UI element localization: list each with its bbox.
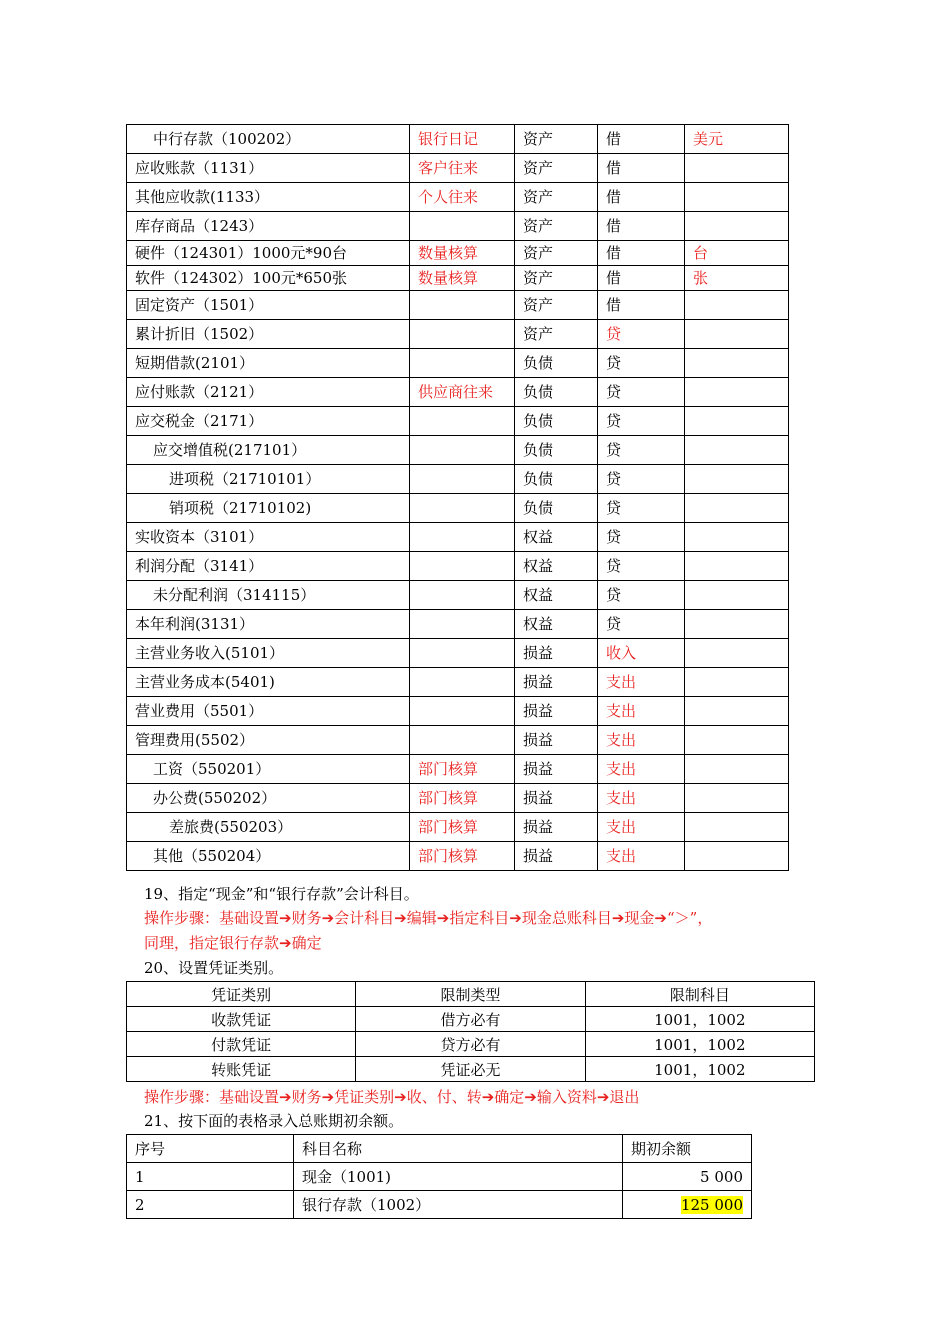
balance-direction-cell: 支出: [598, 668, 685, 697]
account-name-cell: 本年利润(3131）: [127, 610, 410, 639]
balance-direction-cell: 贷: [598, 465, 685, 494]
column-header: 序号: [127, 1135, 294, 1163]
table-row: [127, 610, 789, 639]
balance-direction-cell: 收入: [598, 639, 685, 668]
aux-accounting-cell: [410, 436, 515, 465]
account-name-cell: 应付账款（2121）: [127, 378, 410, 407]
step21-heading: 21、按下面的表格录入总账期初余额。: [144, 1112, 404, 1130]
balance-direction-cell: 借: [598, 212, 685, 241]
table-row: [127, 1163, 752, 1191]
account-type-cell: 损益: [515, 697, 598, 726]
account-name-cell: 库存商品（1243）: [127, 212, 410, 241]
account-type-cell: 损益: [515, 842, 598, 871]
balance-direction-cell: 贷: [598, 552, 685, 581]
balance-direction-cell: 借: [598, 125, 685, 154]
account-name-cell: 累计折旧（1502）: [127, 320, 410, 349]
account-type-cell: 资产: [515, 266, 598, 291]
account-type-cell: 损益: [515, 813, 598, 842]
unit-currency-cell: [685, 755, 789, 784]
account-type-cell: 资产: [515, 320, 598, 349]
balance-direction-cell: 支出: [598, 842, 685, 871]
table-row: [127, 465, 789, 494]
balance-direction-cell: 支出: [598, 726, 685, 755]
balance-direction-cell: 贷: [598, 581, 685, 610]
balance-direction-cell: 借: [598, 291, 685, 320]
account-type-cell: 损益: [515, 639, 598, 668]
balance-direction-cell: 借: [598, 183, 685, 212]
unit-currency-cell: [685, 523, 789, 552]
seq-cell: 2: [127, 1191, 294, 1219]
unit-currency-cell: [685, 552, 789, 581]
aux-accounting-cell: [410, 320, 515, 349]
account-type-cell: 损益: [515, 668, 598, 697]
account-name-cell: 硬件（124301）1000元*90台: [127, 241, 410, 266]
unit-currency-cell: [685, 494, 789, 523]
aux-accounting-cell: 银行日记: [410, 125, 515, 154]
table-header-row: [127, 1135, 752, 1163]
account-name-cell: 固定资产（1501）: [127, 291, 410, 320]
unit-currency-cell: 美元: [685, 125, 789, 154]
balance-value: 5 000: [700, 1167, 743, 1186]
table-row: [127, 726, 789, 755]
balance-direction-cell: 支出: [598, 755, 685, 784]
account-name-cell: 管理费用(5502）: [127, 726, 410, 755]
unit-currency-cell: [685, 465, 789, 494]
aux-accounting-cell: [410, 668, 515, 697]
column-header: 限制科目: [585, 982, 814, 1007]
account-type-cell: 负债: [515, 407, 598, 436]
restricted-accounts-cell: 1001，1002: [585, 1057, 814, 1082]
account-type-cell: 资产: [515, 291, 598, 320]
account-name-cell: 销项税（21710102): [127, 494, 410, 523]
unit-currency-cell: [685, 212, 789, 241]
account-name-cell: 未分配利润（314115）: [127, 581, 410, 610]
balance-direction-cell: 贷: [598, 349, 685, 378]
unit-currency-cell: [685, 436, 789, 465]
account-name-cell: 差旅费(550203）: [127, 813, 410, 842]
account-name-cell: 实收资本（3101）: [127, 523, 410, 552]
balance-direction-cell: 贷: [598, 494, 685, 523]
balance-direction-cell: 借: [598, 241, 685, 266]
account-name-cell: 主营业务成本(5401): [127, 668, 410, 697]
table-row: [127, 842, 789, 871]
aux-accounting-cell: [410, 523, 515, 552]
balance-direction-cell: 借: [598, 154, 685, 183]
step20-heading: 20、设置凭证类别。: [144, 959, 284, 977]
aux-accounting-cell: 部门核算: [410, 842, 515, 871]
table-row: [127, 320, 789, 349]
aux-accounting-cell: [410, 212, 515, 241]
table-row: [127, 378, 789, 407]
restriction-type-cell: 凭证必无: [356, 1057, 585, 1082]
column-header: 期初余额: [623, 1135, 752, 1163]
table-row: [127, 813, 789, 842]
table-row: [127, 639, 789, 668]
balance-value-highlighted: 125 000: [680, 1195, 743, 1214]
aux-accounting-cell: [410, 639, 515, 668]
balance-direction-cell: 支出: [598, 697, 685, 726]
aux-accounting-cell: 部门核算: [410, 755, 515, 784]
table-row: [127, 436, 789, 465]
account-type-cell: 负债: [515, 378, 598, 407]
table-row: [127, 784, 789, 813]
balance-cell: [623, 1191, 752, 1219]
aux-accounting-cell: [410, 581, 515, 610]
unit-currency-cell: [685, 407, 789, 436]
table-row: [127, 1007, 815, 1032]
step19-instruction-line2: 同理，指定银行存款➔确定: [144, 934, 322, 952]
unit-currency-cell: [685, 183, 789, 212]
restriction-type-cell: 借方必有: [356, 1007, 585, 1032]
table-row: [127, 154, 789, 183]
unit-currency-cell: [685, 581, 789, 610]
account-type-cell: 资产: [515, 154, 598, 183]
balance-direction-cell: 贷: [598, 407, 685, 436]
aux-accounting-cell: 数量核算: [410, 241, 515, 266]
account-type-cell: 损益: [515, 755, 598, 784]
table-row: [127, 581, 789, 610]
seq-cell: 1: [127, 1163, 294, 1191]
aux-accounting-cell: [410, 349, 515, 378]
account-name-cell: 进项税（21710101）: [127, 465, 410, 494]
table-row: [127, 552, 789, 581]
unit-currency-cell: [685, 697, 789, 726]
column-header: 科目名称: [294, 1135, 623, 1163]
account-name-cell: 其他（550204）: [127, 842, 410, 871]
unit-currency-cell: [685, 813, 789, 842]
unit-currency-cell: [685, 320, 789, 349]
unit-currency-cell: [685, 639, 789, 668]
account-type-cell: 资产: [515, 241, 598, 266]
account-type-cell: 负债: [515, 436, 598, 465]
table-row: [127, 1057, 815, 1082]
column-header: 凭证类别: [127, 982, 356, 1007]
account-type-cell: 负债: [515, 349, 598, 378]
account-type-cell: 权益: [515, 581, 598, 610]
aux-accounting-cell: 个人往来: [410, 183, 515, 212]
restricted-accounts-cell: 1001，1002: [585, 1032, 814, 1057]
table-row: [127, 291, 789, 320]
account-name-cell: 主营业务收入(5101）: [127, 639, 410, 668]
aux-accounting-cell: [410, 465, 515, 494]
account-name-cell: 中行存款（100202）: [127, 125, 410, 154]
unit-currency-cell: [685, 610, 789, 639]
table-row: [127, 494, 789, 523]
table-row: [127, 668, 789, 697]
unit-currency-cell: [685, 154, 789, 183]
aux-accounting-cell: [410, 697, 515, 726]
subject-cell: 银行存款（1002）: [294, 1191, 623, 1219]
table-header-row: [127, 982, 815, 1007]
unit-currency-cell: [685, 349, 789, 378]
account-name-cell: 办公费(550202）: [127, 784, 410, 813]
step19-heading: 19、指定“现金”和“银行存款”会计科目。: [144, 885, 419, 903]
aux-accounting-cell: [410, 407, 515, 436]
account-type-cell: 损益: [515, 784, 598, 813]
step19-instruction-line1: 操作步骤：基础设置➔财务➔会计科目➔编辑➔指定科目➔现金总账科目➔现金➔“＞”，: [144, 909, 713, 927]
balance-cell: [623, 1163, 752, 1191]
table-row: [127, 349, 789, 378]
account-name-cell: 工资（550201）: [127, 755, 410, 784]
unit-currency-cell: [685, 726, 789, 755]
account-type-cell: 损益: [515, 726, 598, 755]
account-type-cell: 权益: [515, 552, 598, 581]
aux-accounting-cell: [410, 726, 515, 755]
aux-accounting-cell: 部门核算: [410, 784, 515, 813]
balance-direction-cell: 贷: [598, 378, 685, 407]
unit-currency-cell: [685, 291, 789, 320]
account-name-cell: 其他应收款(1133）: [127, 183, 410, 212]
subject-cell: 现金（1001): [294, 1163, 623, 1191]
balance-direction-cell: 贷: [598, 523, 685, 552]
unit-currency-cell: [685, 668, 789, 697]
table-row: [127, 266, 789, 291]
table-row: [127, 523, 789, 552]
aux-accounting-cell: 供应商往来: [410, 378, 515, 407]
unit-currency-cell: [685, 378, 789, 407]
account-setup-table: [126, 124, 789, 871]
balance-direction-cell: 贷: [598, 610, 685, 639]
account-type-cell: 负债: [515, 494, 598, 523]
unit-currency-cell: [685, 842, 789, 871]
aux-accounting-cell: 数量核算: [410, 266, 515, 291]
voucher-category-cell: 收款凭证: [127, 1007, 356, 1032]
table-row: [127, 241, 789, 266]
unit-currency-cell: [685, 784, 789, 813]
aux-accounting-cell: [410, 291, 515, 320]
table-row: [127, 697, 789, 726]
aux-accounting-cell: [410, 610, 515, 639]
account-name-cell: 营业费用（5501）: [127, 697, 410, 726]
account-name-cell: 利润分配（3141）: [127, 552, 410, 581]
table-row: [127, 1032, 815, 1057]
table-row: [127, 212, 789, 241]
account-type-cell: 负债: [515, 465, 598, 494]
balance-direction-cell: 贷: [598, 320, 685, 349]
aux-accounting-cell: [410, 552, 515, 581]
voucher-category-cell: 付款凭证: [127, 1032, 356, 1057]
account-type-cell: 资产: [515, 183, 598, 212]
aux-accounting-cell: 部门核算: [410, 813, 515, 842]
account-type-cell: 权益: [515, 523, 598, 552]
opening-balance-table: [126, 1134, 752, 1219]
voucher-category-cell: 转账凭证: [127, 1057, 356, 1082]
account-name-cell: 应交税金（2171）: [127, 407, 410, 436]
table-row: [127, 407, 789, 436]
balance-direction-cell: 借: [598, 266, 685, 291]
aux-accounting-cell: [410, 494, 515, 523]
aux-accounting-cell: 客户往来: [410, 154, 515, 183]
table-row: [127, 1191, 752, 1219]
table-row: [127, 125, 789, 154]
step20-instruction: 操作步骤：基础设置➔财务➔凭证类别➔收、付、转➔确定➔输入资料➔退出: [144, 1088, 640, 1106]
balance-direction-cell: 贷: [598, 436, 685, 465]
table-row: [127, 183, 789, 212]
column-header: 限制类型: [356, 982, 585, 1007]
unit-currency-cell: 张: [685, 266, 789, 291]
account-type-cell: 资产: [515, 125, 598, 154]
unit-currency-cell: 台: [685, 241, 789, 266]
account-name-cell: 应交增值税(217101）: [127, 436, 410, 465]
voucher-category-table: [126, 981, 815, 1082]
account-type-cell: 权益: [515, 610, 598, 639]
balance-direction-cell: 支出: [598, 813, 685, 842]
account-type-cell: 资产: [515, 212, 598, 241]
account-name-cell: 软件（124302）100元*650张: [127, 266, 410, 291]
account-name-cell: 应收账款（1131）: [127, 154, 410, 183]
table-row: [127, 755, 789, 784]
restricted-accounts-cell: 1001，1002: [585, 1007, 814, 1032]
account-name-cell: 短期借款(2101）: [127, 349, 410, 378]
restriction-type-cell: 贷方必有: [356, 1032, 585, 1057]
balance-direction-cell: 支出: [598, 784, 685, 813]
